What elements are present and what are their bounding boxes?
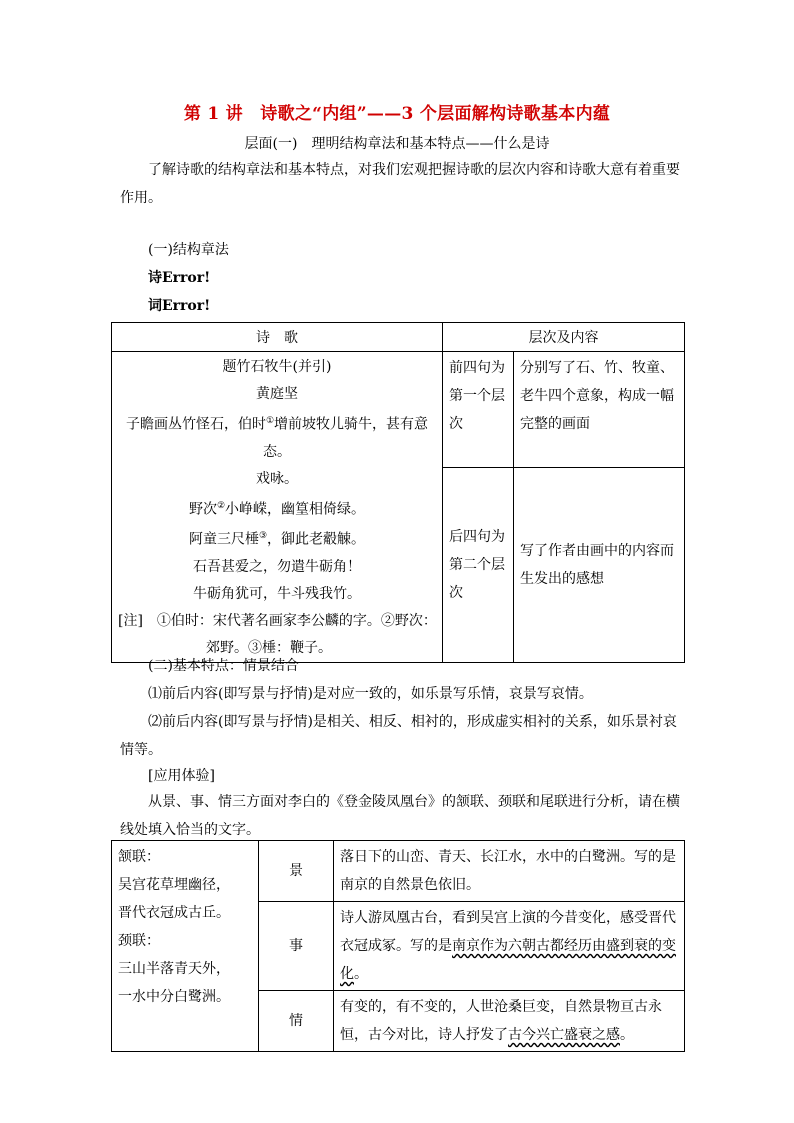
shi-line: 诗Error! [148,270,211,286]
table-header-levels: 层次及内容 [443,323,685,352]
poem-cell [112,352,443,663]
features-heading: (二)基本特点：情景结合 [148,658,299,674]
poem-preface: 子瞻画丛竹怪石，伯时①增前坡牧儿骑牛，甚有意态。 [125,416,429,460]
answer-blank-event: 南京作为六朝古都经历由盛到衰的变化 [340,938,676,982]
feature-point-2: ⑵前后内容(即写景与抒情)是相关、相反、相衬的，形成虚实相衬的关系，如乐景衬哀情等。 [120,714,677,758]
ci-line: 词Error! [148,298,211,314]
page-title: 第 1 讲 诗歌之“内组”——3 个层面解构诗歌基本内蕴 [183,104,611,124]
answer-blank-emotion: 古今兴亡盛衰之感 [508,1027,620,1043]
table-header-poem: 诗 歌 [112,323,443,352]
row-label-event: 事 [259,902,334,991]
poem-title: 题竹石牧牛(并引) [222,359,332,375]
practice-instruction: 从景、事、情三方面对李白的《登金陵凤凰台》的颔联、颈联和尾联进行分析，请在横线处填入恰当的文字。 [120,794,680,838]
poem-line-2: 阿童三尺棰③，御此老觳觫。 [188,531,366,548]
section-subtitle: 层面(一) 理明结构章法和基本特点——什么是诗 [244,136,550,152]
row-label-scene: 景 [259,841,334,902]
row-text-event: 诗人游凤凰古台，看到吴宫上演的今昔变化，感受晋代衣冠成冢。写的是南京作为六朝古都经历由盛到衰的变化。 [334,902,685,991]
level-2-content: 写了作者由画中的内容而生发出的感想 [514,467,685,662]
couplets-cell: 颔联： 吴宫花草埋幽径， 晋代衣冠成古丘。 颈联： 三山半落青天外， 一水中分白鹭洲。 [112,841,259,1052]
structure-heading: (一)结构章法 [148,242,229,258]
level-2-label: 后四句为第二个层次 [443,467,514,662]
row-label-emotion: 情 [259,991,334,1052]
feature-point-1: ⑴前后内容(即写景与抒情)是对应一致的，如乐景写乐情，哀景写哀情。 [148,686,593,702]
poem-author: 黄庭坚 [256,386,298,402]
practice-label: [应用体验] [148,768,215,784]
poem-line-3: 石吾甚爱之，勿遣牛砺角！ [193,558,361,575]
analysis-table [111,840,685,1052]
level-1-label: 前四句为第一个层次 [443,352,514,468]
poem-line-1: 野次②小峥嵘，幽篁相倚绿。 [188,500,366,518]
row-text-emotion: 有变的，有不变的，人世沧桑巨变，自然景物亘古永恒，古今对比，诗人抒发了古今兴亡盛衰之感。 [334,991,685,1052]
poem-preface-end: 戏咏。 [256,470,298,487]
intro-paragraph: 了解诗歌的结构章法和基本特点，对我们宏观把握诗歌的层次内容和诗歌大意有着重要作用。 [120,162,680,206]
level-1-content: 分别写了石、竹、牧童、老牛四个意象，构成一幅完整的画面 [514,352,685,468]
poem-note: [注] ①伯时：宋代著名画家李公麟的字。②野次： 郊野。③棰：鞭子。 [118,612,437,656]
poem-line-4: 牛砺角犹可，牛斗残我竹。 [193,585,361,602]
poem-structure-table [111,322,685,663]
row-text-scene: 落日下的山峦、青天、长江水，水中的白鹭洲。写的是南京的自然景色依旧。 [334,841,685,902]
